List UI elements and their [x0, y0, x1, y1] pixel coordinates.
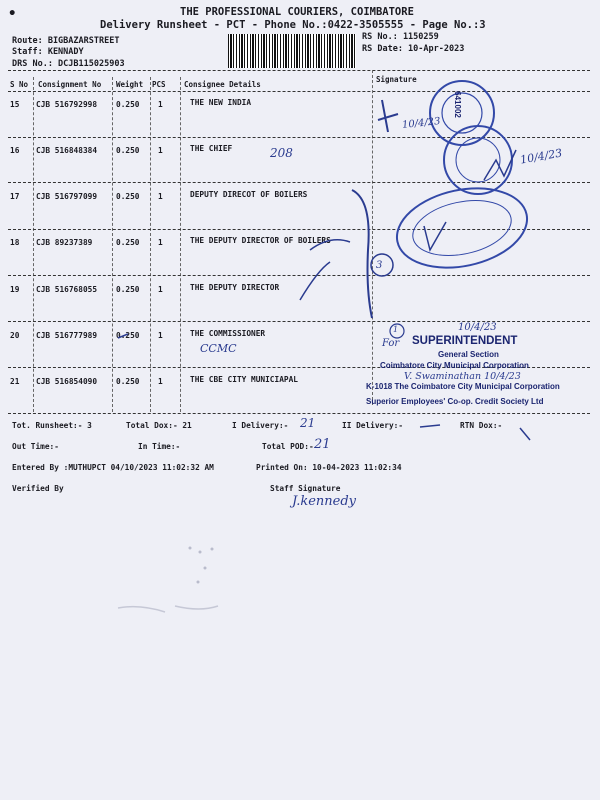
- row-consignment: CJB 89237389: [36, 238, 93, 247]
- bank-seal-icon: [444, 126, 512, 194]
- row-pcs: 1: [158, 331, 163, 340]
- rs-date: RS Date: 10-Apr-2023: [362, 44, 465, 54]
- handwritten-total-pod: 21: [314, 437, 331, 452]
- row-weight: 0.250: [116, 238, 140, 247]
- row-consignment: CJB 516848384: [36, 146, 98, 155]
- faint-smudge-icon: [189, 547, 214, 584]
- general-section-stamp: General Section: [438, 350, 499, 359]
- round-seal-icon: [430, 81, 494, 145]
- row-weight: 0.250: [116, 192, 140, 201]
- signature-stroke-icon: [310, 222, 446, 250]
- staff-signature-label: Staff Signature: [270, 484, 341, 493]
- handwritten-for: For: [382, 338, 400, 349]
- handwritten-circled-number: 3: [376, 260, 383, 271]
- handwritten-signature: V. Swaminathan 10/4/23: [404, 371, 521, 382]
- verified-by-label: Verified By: [12, 484, 64, 493]
- ii-delivery-label: II Delivery:-: [342, 421, 404, 430]
- row-pcs: 1: [158, 238, 163, 247]
- col-weight: Weight: [116, 80, 144, 89]
- row-pcs: 1: [158, 285, 163, 294]
- col-consignment: Consignment No: [38, 80, 102, 89]
- col-signature: Signature: [376, 75, 417, 84]
- total-pod-label: Total POD:-: [262, 442, 314, 451]
- staff-signature: J.kennedy: [292, 494, 357, 509]
- col-consignee: Consignee Details: [184, 80, 261, 89]
- row-weight: 0.250: [116, 285, 140, 294]
- dash-mark-icon: [420, 425, 440, 427]
- faint-smudge-icon: [118, 606, 218, 612]
- row-sno: 20: [10, 331, 20, 340]
- dash-mark-icon: [520, 428, 530, 440]
- row-consignee: THE COMMISSIONER: [190, 329, 266, 338]
- i-delivery-label: I Delivery:-: [232, 421, 289, 430]
- runsheet-subtitle: Delivery Runsheet - PCT - Phone No.:0422-3505555 - Page No.:3: [100, 19, 486, 31]
- row-consignee: THE DEPUTY DIRECTOR: [190, 283, 280, 292]
- signature-stroke-icon: [378, 100, 398, 132]
- row-consignee: THE DEPUTY DIRECTOR OF BOILERS: [190, 236, 331, 245]
- row-consignee: DEPUTY DIRECOT OF BOILERS: [190, 190, 308, 199]
- rtn-dox-label: RTN Dox:-: [460, 421, 503, 430]
- oval-seal-icon: [390, 177, 535, 279]
- row-sno: 15: [10, 100, 20, 109]
- row-sno: 17: [10, 192, 20, 201]
- row-weight: 0.250: [116, 377, 140, 386]
- drs-number: DRS No.: DCJB115025903: [12, 59, 125, 69]
- handwritten-date: 10/4/23: [401, 116, 442, 131]
- row-pcs: 1: [158, 192, 163, 201]
- handwritten-note: 208: [270, 146, 293, 160]
- out-time-label: Out Time:-: [12, 442, 59, 451]
- superintendent-stamp: SUPERINTENDENT: [412, 335, 518, 347]
- row-pcs: 1: [158, 146, 163, 155]
- row-weight: 0.250: [116, 146, 140, 155]
- row-consignee: THE CBE CITY MUNICIAPAL: [190, 375, 298, 384]
- rs-number: RS No.: 1150259: [362, 32, 439, 42]
- seal-code: 641002: [452, 91, 462, 118]
- row-sno: 21: [10, 377, 20, 386]
- handwritten-date: 10/4/23: [458, 322, 497, 333]
- col-pcs: PCS: [152, 80, 166, 89]
- entered-by: Entered By :MUTHUPCT 04/10/2023 11:02:32 AM: [12, 463, 214, 472]
- row-consignment: CJB 516777989: [36, 331, 98, 340]
- bracket-mark-icon: [352, 190, 372, 318]
- row-consignment: CJB 516768055: [36, 285, 98, 294]
- handwritten-date: 10/4/23: [519, 146, 564, 167]
- row-sno: 19: [10, 285, 20, 294]
- bullet-mark: •: [8, 6, 17, 22]
- route-label: Route: BIGBAZARSTREET: [12, 36, 120, 46]
- in-time-label: In Time:-: [138, 442, 181, 451]
- corporation-stamp: Coimbatore City Municipal Corporation: [380, 361, 529, 370]
- society-stamp-line2: Superior Employees' Co-op. Credit Society Ltd: [366, 397, 544, 406]
- row-pcs: 1: [158, 100, 163, 109]
- total-dox: Total Dox:- 21: [126, 421, 192, 430]
- printed-on: Printed On: 10-04-2023 11:02:34: [256, 463, 402, 472]
- row-consignment: CJB 516854090: [36, 377, 98, 386]
- handwritten-i-delivery: 21: [300, 416, 316, 430]
- society-stamp-line1: K-1018 The Coimbatore City Municipal Corporation: [366, 382, 560, 391]
- row-consignee: THE NEW INDIA: [190, 98, 252, 107]
- total-runsheet: Tot. Runsheet:- 3: [12, 421, 92, 430]
- row-consignment: CJB 516797099: [36, 192, 98, 201]
- company-title: THE PROFESSIONAL COURIERS, COIMBATORE: [180, 6, 414, 18]
- row-weight: 0.250: [116, 331, 140, 340]
- row-sno: 18: [10, 238, 20, 247]
- handwritten-circled-number: 1: [393, 325, 399, 334]
- col-sno: S No: [10, 80, 29, 89]
- row-consignee: THE CHIEF: [190, 144, 233, 153]
- signature-stroke-icon: [118, 334, 128, 338]
- row-weight: 0.250: [116, 100, 140, 109]
- row-pcs: 1: [158, 377, 163, 386]
- row-sno: 16: [10, 146, 20, 155]
- signature-stroke-icon: [300, 262, 330, 300]
- row-consignment: CJB 516792998: [36, 100, 98, 109]
- handwritten-ccmc: CCMC: [200, 342, 237, 355]
- staff-label: Staff: KENNADY: [12, 47, 84, 57]
